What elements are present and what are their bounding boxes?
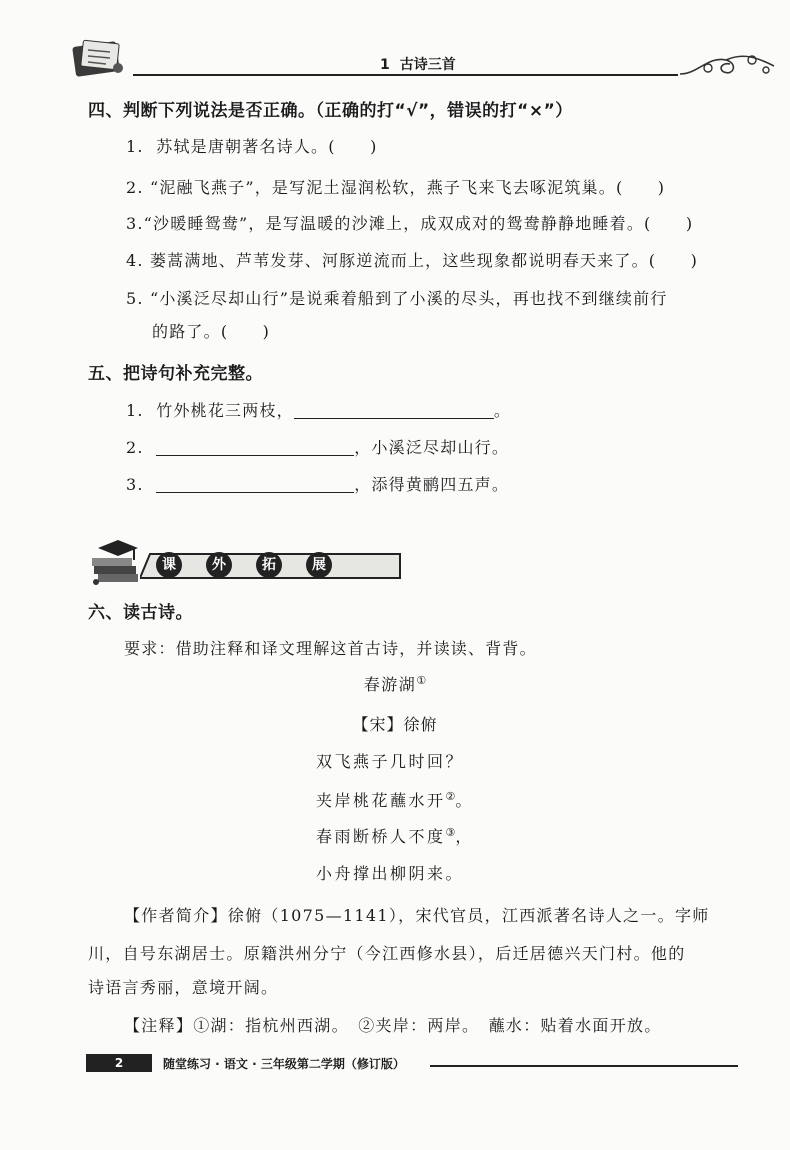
banner-char: 展 xyxy=(306,552,332,578)
judge-item-4: 4. 蒌蒿满地、芦苇发芽、河豚逆流而上，这些现象都说明春天来了。( ) xyxy=(126,251,699,270)
fill-item-2: 2. ，小溪泛尽却山行。 xyxy=(126,438,510,457)
poem-title: 春游湖① xyxy=(363,674,427,694)
answer-parens[interactable]: ( ) xyxy=(648,251,699,270)
chapter-name: 古诗三首 xyxy=(399,57,456,73)
header-rule xyxy=(133,74,678,76)
judge-item-5: 5. “小溪泛尽却山行”是说乘着船到了小溪的尽头，再也找不到继续前行 xyxy=(126,289,668,308)
banner-char: 拓 xyxy=(256,552,282,578)
extension-banner xyxy=(88,538,328,588)
fill-item-1: 1. 竹外桃花三两枝， 。 xyxy=(126,401,512,420)
fill-blank[interactable] xyxy=(156,474,354,493)
flourish-ornament-icon xyxy=(678,48,778,80)
author-intro-line-2: 川，自号东湖居士。原籍洪州分宁（今江西修水县），后迁居德兴天门村。他的 xyxy=(88,944,686,963)
chapter-title xyxy=(380,54,456,74)
author-intro-line-1: 【作者简介】徐俯（1075—1141），宋代官员，江西派著名诗人之一。字师 xyxy=(124,906,710,925)
footnote-marker: ① xyxy=(416,674,427,687)
footnote-marker: ③ xyxy=(445,826,456,839)
annotation-notes: 【注释】①湖：指杭州西湖。 ②夹岸：两岸。 蘸水：贴着水面开放。 xyxy=(124,1016,662,1035)
page-number: 2 xyxy=(114,1056,124,1070)
fill-blank[interactable] xyxy=(156,437,354,456)
footer-rule xyxy=(430,1065,738,1067)
judge-item-1: 1. 苏轼是唐朝著名诗人。( ) xyxy=(126,137,378,156)
judge-item-3: 3.“沙暖睡鸳鸯”，是写温暖的沙滩上，成双成对的鸳鸯静静地睡着。( ) xyxy=(126,214,694,233)
footnote-marker: ② xyxy=(445,790,456,803)
books-cap-icon xyxy=(88,538,144,588)
poem-line-4: 小舟撑出柳阴来。 xyxy=(316,864,465,883)
section-4-title: 四、判断下列说法是否正确。（正确的打“√”，错误的打“×”） xyxy=(88,101,573,121)
scroll-book-icon xyxy=(70,38,130,78)
answer-parens[interactable]: ( ) xyxy=(328,137,378,156)
section-5-title: 五、把诗句补充完整。 xyxy=(88,364,263,384)
answer-parens[interactable]: ( ) xyxy=(615,178,666,197)
requirement-text: 要求：借助注释和译文理解这首古诗，并读读、背背。 xyxy=(124,639,537,658)
banner-char: 课 xyxy=(156,552,182,578)
poem-author: 【宋】徐俯 xyxy=(352,715,438,734)
book-title: 随堂练习 · 语文 · 三年级第二学期（修订版） xyxy=(163,1057,405,1071)
author-intro-line-3: 诗语言秀丽，意境开阔。 xyxy=(88,978,279,997)
judge-item-2: 2. “泥融飞燕子”，是写泥土湿润松软，燕子飞来飞去啄泥筑巢。( ) xyxy=(126,178,666,197)
answer-parens[interactable]: ( ) xyxy=(220,322,271,341)
section-6-title: 六、读古诗。 xyxy=(88,603,193,623)
fill-blank[interactable] xyxy=(294,400,494,419)
banner-char: 外 xyxy=(206,552,232,578)
judge-item-5-cont: 的路了。( ) xyxy=(152,322,271,341)
poem-line-1: 双飞燕子几时回？ xyxy=(316,752,465,771)
answer-parens[interactable]: ( ) xyxy=(644,214,694,233)
poem-line-2: 夹岸桃花蘸水开②。 xyxy=(316,790,474,810)
poem-line-3: 春雨断桥人不度③， xyxy=(316,826,474,846)
fill-item-3: 3. ，添得黄鹂四五声。 xyxy=(126,475,510,494)
chapter-number: 1 xyxy=(380,57,390,73)
